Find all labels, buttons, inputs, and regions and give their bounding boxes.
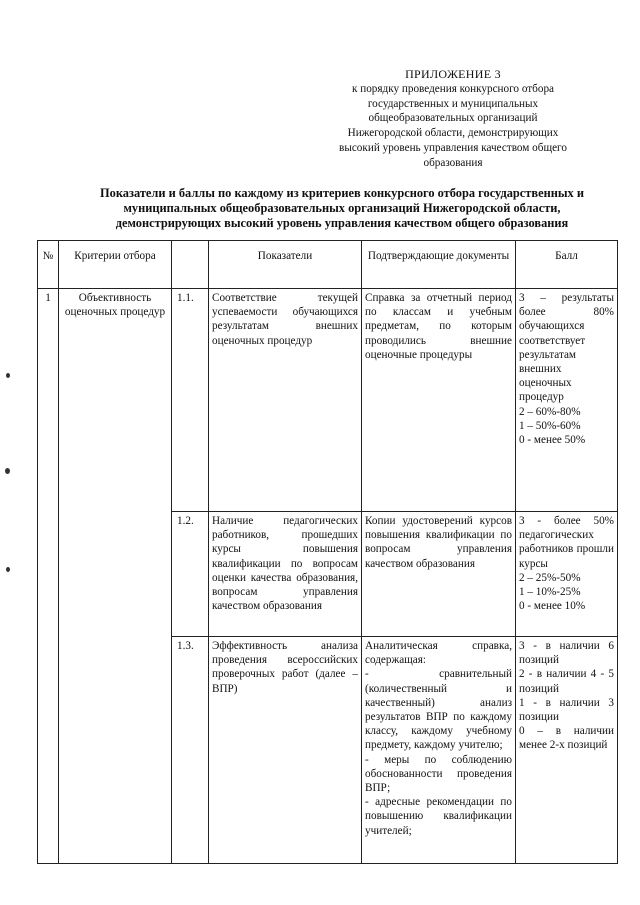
score-line: 1 – 10%-25%	[519, 586, 581, 599]
document-cell: Копии удостоверений курсов повышения квалификации по вопросам управления качеством образования	[362, 512, 516, 637]
scan-speck	[5, 468, 10, 474]
table-row	[38, 289, 618, 512]
score-line: 2 - в наличии 4 - 5 позиций	[519, 668, 614, 695]
scan-speck	[6, 373, 10, 378]
score-line: 3 – результаты более 80% обучающихся соответствует результатам внешних оценочных процедур	[519, 292, 614, 404]
document-line: - меры по соблюдению обоснованности проведения ВПР;	[365, 753, 512, 795]
item-code: 1.1.	[172, 289, 209, 512]
title-line: демонстрирующих высокий уровень управления качеством общего образования	[115, 216, 569, 231]
appendix-line: Нижегородской области, демонстрирующих	[347, 127, 559, 140]
title-line: Показатели и баллы по каждому из критериев конкурсного отбора государственных и	[100, 186, 584, 200]
indicator-cell: Наличие педагогических работников, прошедших курсы повышения квалификации по вопросам оценки качества образования, вопросам управления качеством образования	[209, 512, 362, 637]
appendix-line: общеобразовательных организаций	[368, 112, 538, 125]
scan-speck	[6, 567, 10, 572]
header-number: №	[38, 241, 59, 289]
score-cell	[516, 512, 618, 637]
score-line: 2 – 60%-80%	[519, 405, 581, 418]
appendix-heading: ПРИЛОЖЕНИЕ 3	[405, 67, 501, 81]
header-indicators: Показатели	[209, 241, 362, 289]
appendix-line: к порядку проведения конкурсного отбора	[351, 82, 555, 95]
criteria-table	[37, 240, 618, 864]
table-header-row	[38, 241, 618, 289]
document-line: - сравнительный (количественный и качественный) анализ результатов ВПР по каждому классу, каждому учебному предмету, каждому учителю;	[365, 668, 512, 752]
item-code: 1.2.	[172, 512, 209, 637]
score-line: 1 – 50%-60%	[519, 419, 581, 432]
indicator-cell: Соответствие текущей успеваемости обучающихся результатам внешних оценочных процедур	[209, 289, 362, 512]
appendix-line: государственных и муниципальных	[367, 97, 539, 110]
criterion-cell: Объективность оценочных процедур	[59, 289, 172, 864]
row-number: 1	[38, 289, 59, 864]
score-line: 1 - в наличии 3 позиции	[519, 696, 614, 724]
title-line: муниципальных общеобразовательных организаций Нижегородской области,	[123, 201, 561, 216]
score-line: 2 – 25%-50%	[519, 571, 581, 584]
score-line: 0 – в наличии менее 2-х позиций	[519, 725, 614, 752]
document-title	[62, 186, 622, 232]
appendix-block	[318, 67, 588, 171]
score-cell	[516, 289, 618, 512]
appendix-line: образования	[423, 156, 483, 169]
header-documents: Подтверждающие документы	[362, 241, 516, 289]
score-line: 3 - в наличии 6 позиций	[519, 640, 614, 667]
item-code: 1.3.	[172, 637, 209, 864]
header-code	[172, 241, 209, 289]
header-criteria: Критерии отбора	[59, 241, 172, 289]
document-cell	[362, 637, 516, 864]
score-line: 0 - менее 10%	[519, 600, 586, 613]
header-score: Балл	[516, 241, 618, 289]
score-line: 0 - менее 50%	[519, 434, 586, 447]
score-cell	[516, 637, 618, 864]
document-line: Аналитическая справка, содержащая:	[365, 640, 512, 667]
appendix-line: высокий уровень управления качеством общего	[339, 141, 567, 154]
score-line: 3 - более 50% педагогических работников прошли курсы	[519, 515, 614, 570]
indicator-cell: Эффективность анализа проведения всероссийских проверочных работ (далее – ВПР)	[209, 637, 362, 864]
document-cell: Справка за отчетный период по классам и учебным предметам, по которым проводились внешние оценочные процедуры	[362, 289, 516, 512]
document-line: - адресные рекомендации по повышению квалификации учителей;	[365, 796, 512, 837]
